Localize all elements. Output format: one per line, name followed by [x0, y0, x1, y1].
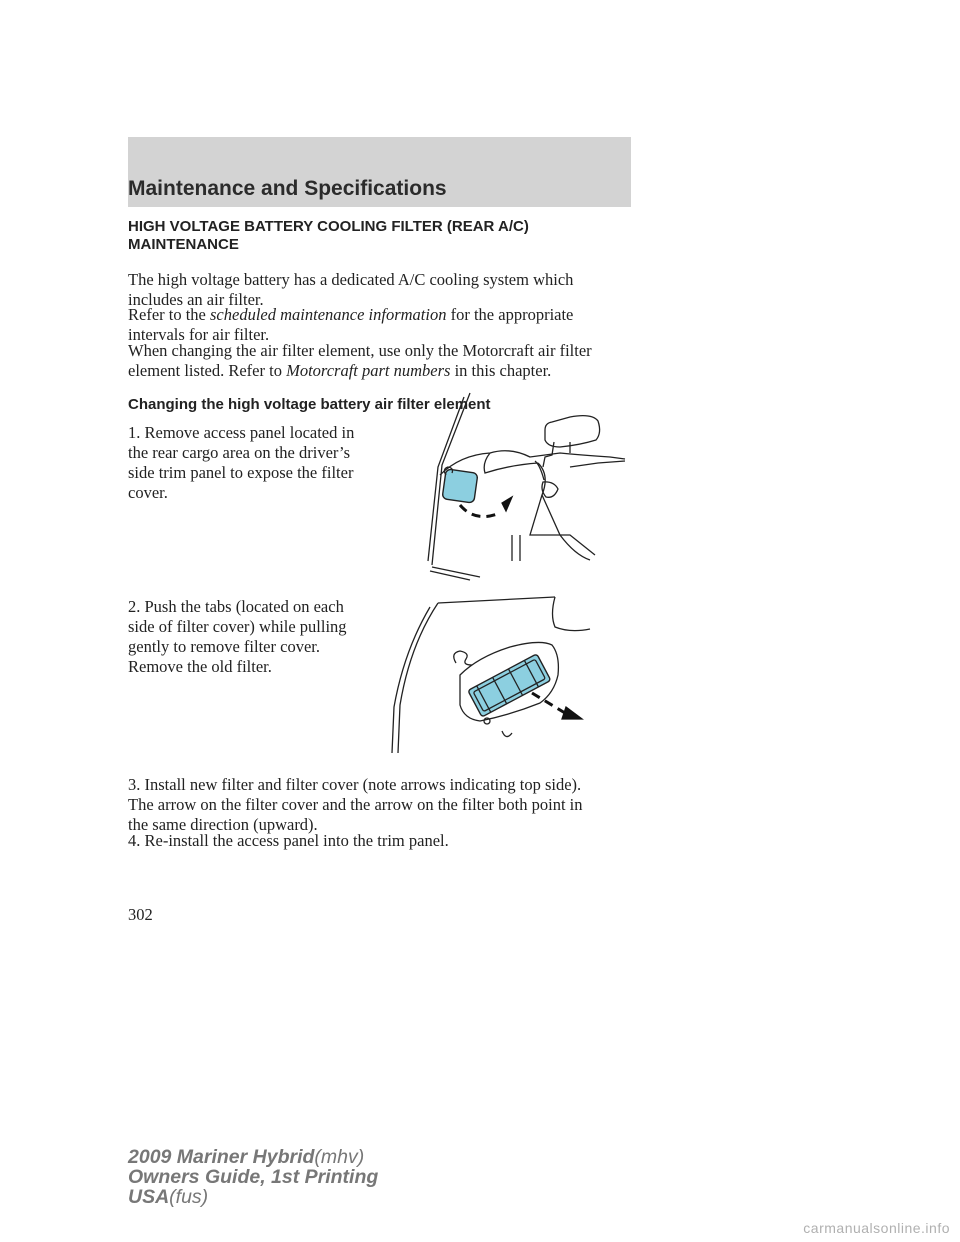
schedule-paragraph: Refer to the scheduled maintenance information for the appropriate intervals for air filter.	[128, 305, 574, 344]
document-footer: 2009 Mariner Hybrid(mhv) Owners Guide, 1st Printing USA(fus)	[128, 1146, 379, 1208]
step-2: 2. Push the tabs (located on each side of filter cover) while pulling gently to remove filter cover. Remove the old filter.	[128, 597, 347, 676]
arrow-head-icon	[562, 707, 582, 719]
part-paragraph: When changing the air filter element, use only the Motorcraft air filter element listed. Refer to Motorcraft part numbers in this chapter.	[128, 341, 592, 380]
part-numbers-reference: Motorcraft part numbers	[286, 361, 451, 380]
access-panel-highlight	[442, 469, 478, 503]
schedule-reference: scheduled maintenance information	[210, 305, 447, 324]
procedure-subheading: Changing the high voltage battery air filter element	[128, 396, 491, 413]
arrow-head-icon	[502, 497, 512, 511]
step-1: 1. Remove access panel located in the rear cargo area on the driver’s side trim panel to expose the filter cover.	[128, 423, 355, 502]
page-number: 302	[128, 905, 153, 924]
intro-paragraph: The high voltage battery has a dedicated A/C cooling system which includes an air filter.	[128, 270, 574, 309]
removal-arrow-icon	[460, 505, 500, 517]
page-header-title: Maintenance and Specifications	[128, 177, 447, 200]
step-4: 4. Re-install the access panel into the trim panel.	[128, 831, 449, 850]
filter-removal-illustration	[390, 595, 605, 755]
section-title: HIGH VOLTAGE BATTERY COOLING FILTER (REAR A/C) MAINTENANCE	[128, 218, 529, 253]
step-3: 3. Install new filter and filter cover (note arrows indicating top side). The arrow on the filter cover and the arrow on the filter both point in the same direction (upward).	[128, 775, 583, 834]
access-panel-illustration	[420, 385, 635, 585]
site-watermark: carmanualsonline.info	[803, 1220, 950, 1236]
